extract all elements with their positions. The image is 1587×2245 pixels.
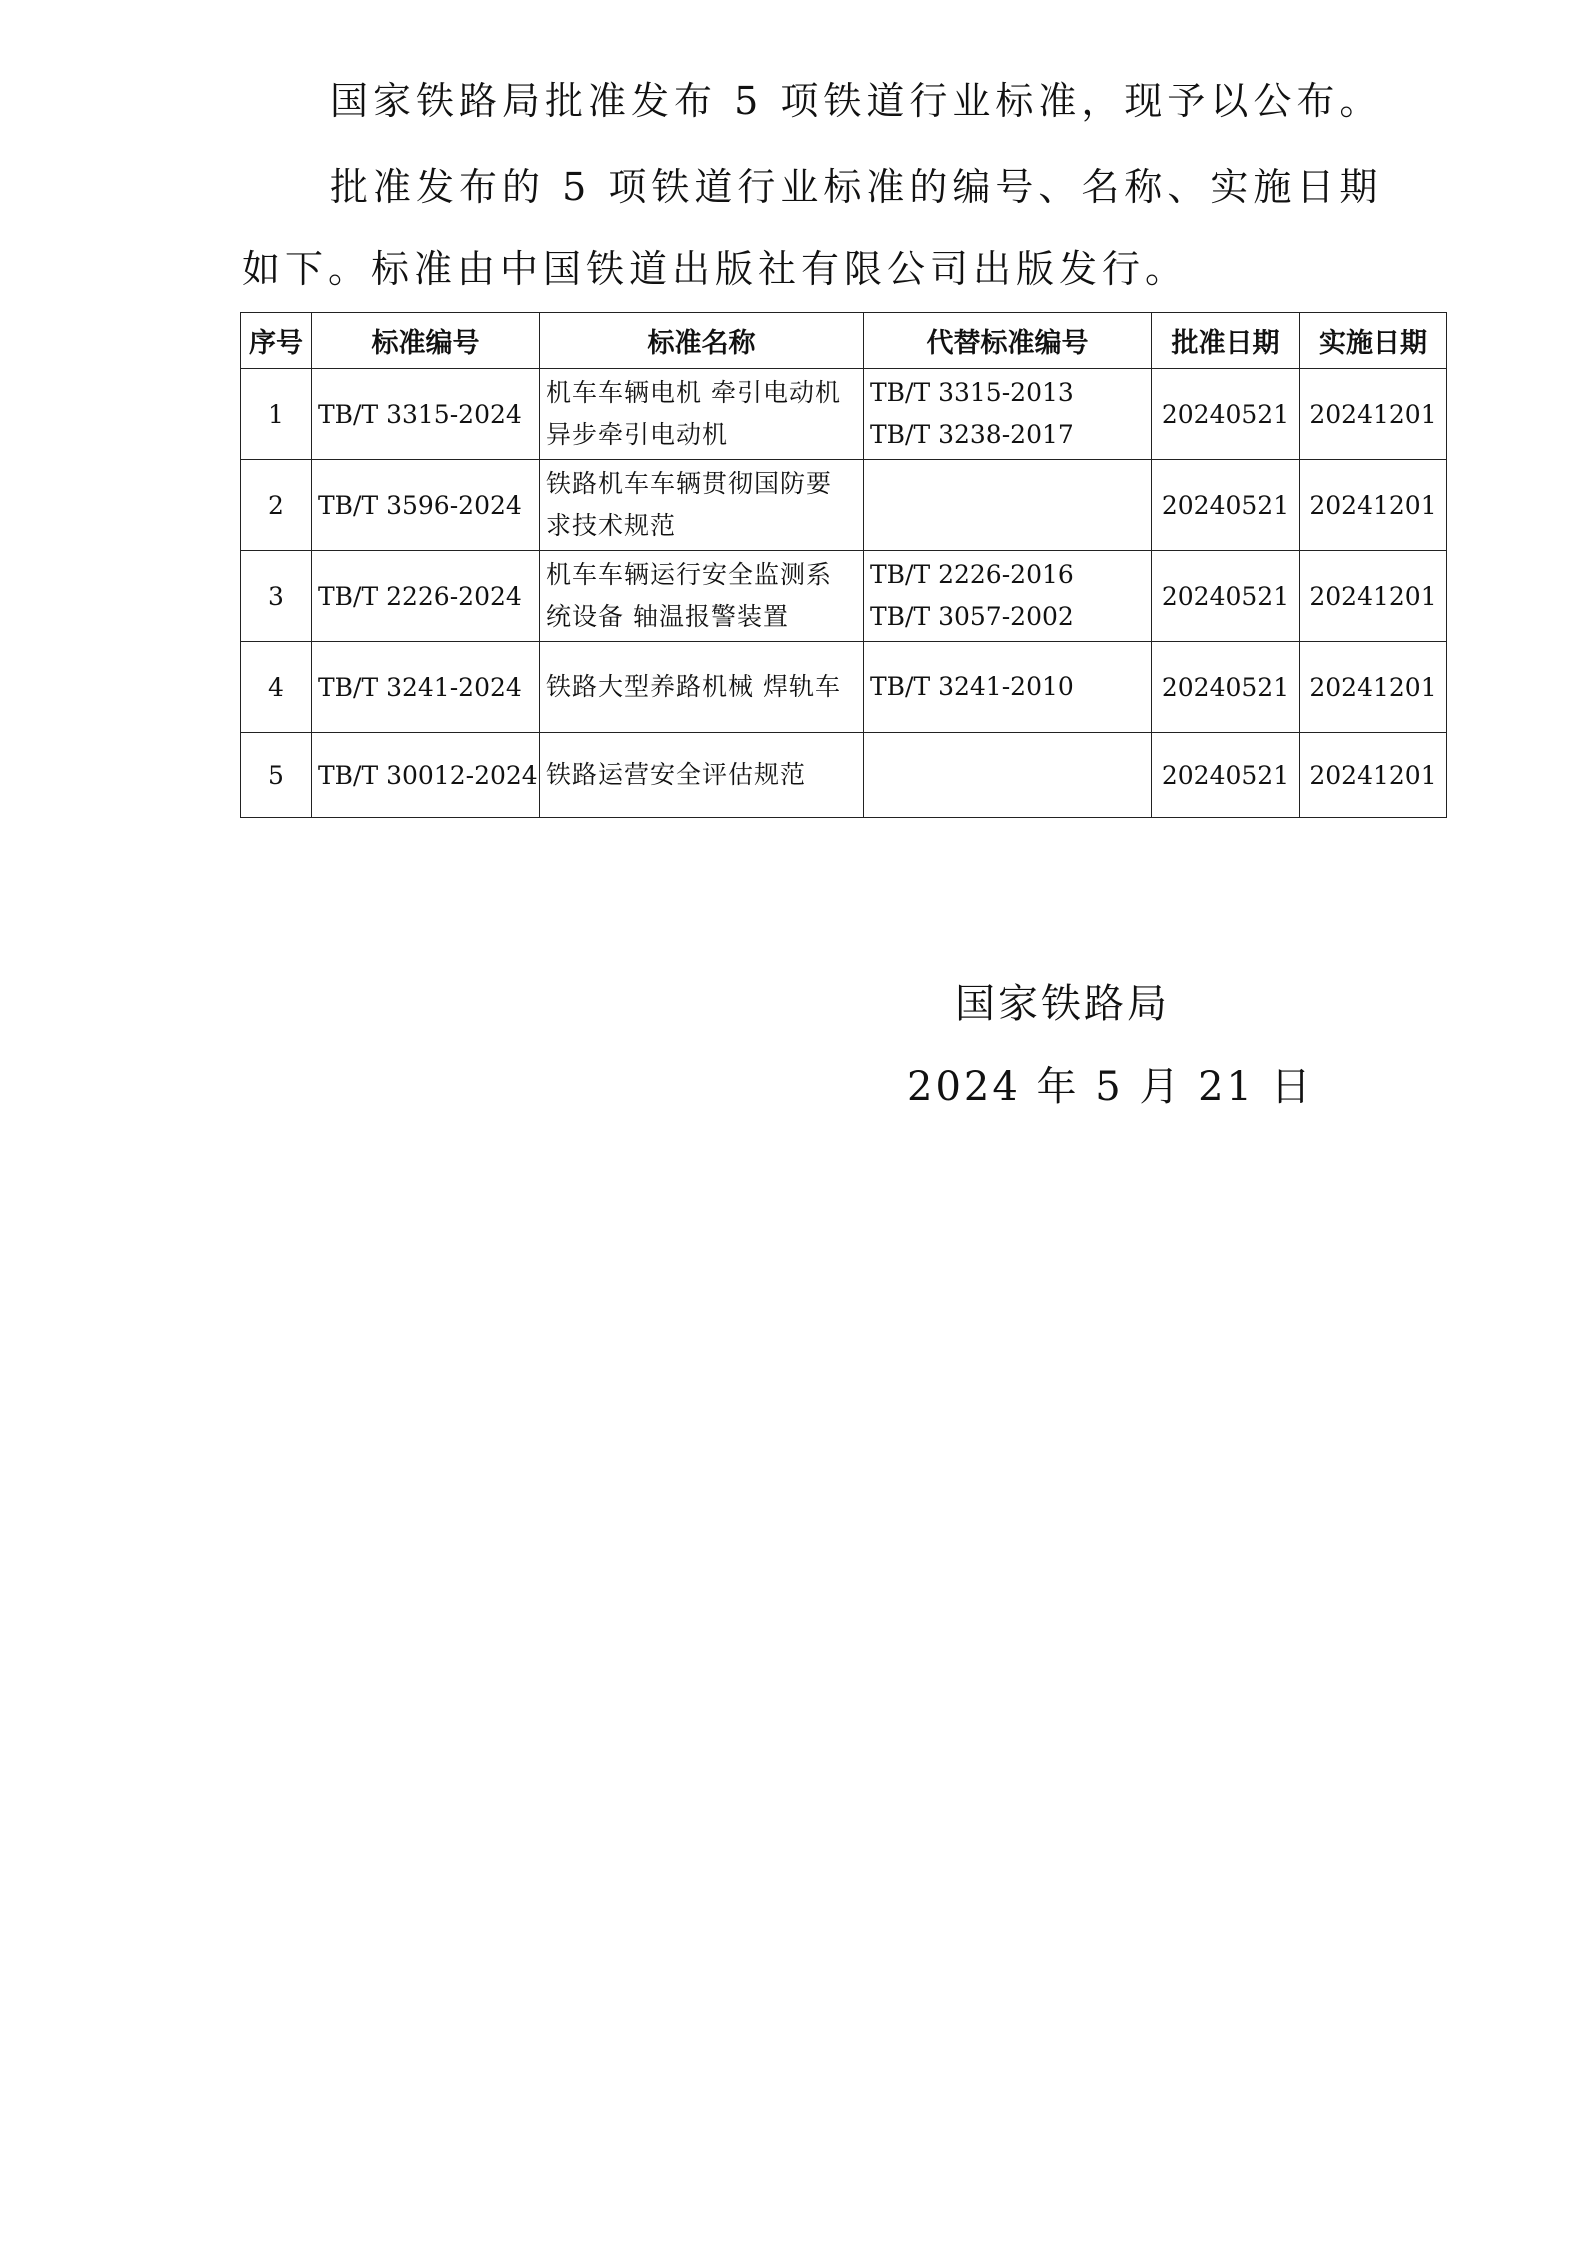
cell-approved-date: 20240521 — [1152, 733, 1300, 818]
cell-effective-date: 20241201 — [1300, 551, 1447, 642]
header-code: 标准编号 — [312, 313, 540, 369]
cell-effective-date: 20241201 — [1300, 369, 1447, 460]
replaced-code: TB/T 3057-2002 — [870, 602, 1074, 631]
issue-date: 2024 年 5 月 21 日 — [907, 1064, 1314, 1110]
notice-paragraph-2-line-1: 批准发布的 5 项铁道行业标准的编号、名称、实施日期 — [330, 165, 1383, 209]
cell-name: 铁路大型养路机械 焊轨车 — [540, 642, 864, 733]
replaced-code: TB/T 3241-2010 — [870, 672, 1074, 701]
cell-seq: 4 — [241, 642, 312, 733]
cell-seq: 3 — [241, 551, 312, 642]
cell-approved-date: 20240521 — [1152, 369, 1300, 460]
cell-replaces — [864, 551, 1152, 642]
cell-replaces — [864, 642, 1152, 733]
table-header-row — [241, 313, 1447, 369]
table-row — [241, 733, 1447, 818]
cell-approved-date: 20240521 — [1152, 460, 1300, 551]
standards-table — [240, 312, 1447, 818]
header-approved-date: 批准日期 — [1152, 313, 1300, 369]
replaced-code: TB/T 2226-2016 — [870, 560, 1074, 589]
cell-seq: 5 — [241, 733, 312, 818]
header-name: 标准名称 — [540, 313, 864, 369]
table-row — [241, 369, 1447, 460]
cell-approved-date: 20240521 — [1152, 642, 1300, 733]
cell-seq: 2 — [241, 460, 312, 551]
cell-code: TB/T 3315-2024 — [312, 369, 540, 460]
cell-code: TB/T 3241-2024 — [312, 642, 540, 733]
cell-effective-date: 20241201 — [1300, 642, 1447, 733]
cell-approved-date: 20240521 — [1152, 551, 1300, 642]
header-replaces: 代替标准编号 — [864, 313, 1152, 369]
cell-name: 铁路运营安全评估规范 — [540, 733, 864, 818]
header-effective-date: 实施日期 — [1300, 313, 1447, 369]
cell-seq: 1 — [241, 369, 312, 460]
cell-effective-date: 20241201 — [1300, 460, 1447, 551]
cell-replaces — [864, 460, 1152, 551]
cell-code: TB/T 30012-2024 — [312, 733, 540, 818]
table-row — [241, 551, 1447, 642]
cell-replaces — [864, 733, 1152, 818]
table-row — [241, 642, 1447, 733]
cell-code: TB/T 3596-2024 — [312, 460, 540, 551]
issuing-organization: 国家铁路局 — [955, 981, 1170, 1027]
notice-paragraph-2-line-2: 如下。标准由中国铁道出版社有限公司出版发行。 — [242, 247, 1189, 291]
header-seq: 序号 — [241, 313, 312, 369]
replaced-code: TB/T 3315-2013 — [870, 378, 1074, 407]
replaced-code: TB/T 3238-2017 — [870, 420, 1074, 449]
cell-code: TB/T 2226-2024 — [312, 551, 540, 642]
notice-paragraph-1: 国家铁路局批准发布 5 项铁道行业标准，现予以公布。 — [330, 79, 1383, 123]
cell-name: 铁路机车车辆贯彻国防要求技术规范 — [540, 460, 864, 551]
cell-name: 机车车辆电机 牵引电动机 异步牵引电动机 — [540, 369, 864, 460]
cell-effective-date: 20241201 — [1300, 733, 1447, 818]
cell-name: 机车车辆运行安全监测系统设备 轴温报警装置 — [540, 551, 864, 642]
cell-replaces — [864, 369, 1152, 460]
table-row — [241, 460, 1447, 551]
